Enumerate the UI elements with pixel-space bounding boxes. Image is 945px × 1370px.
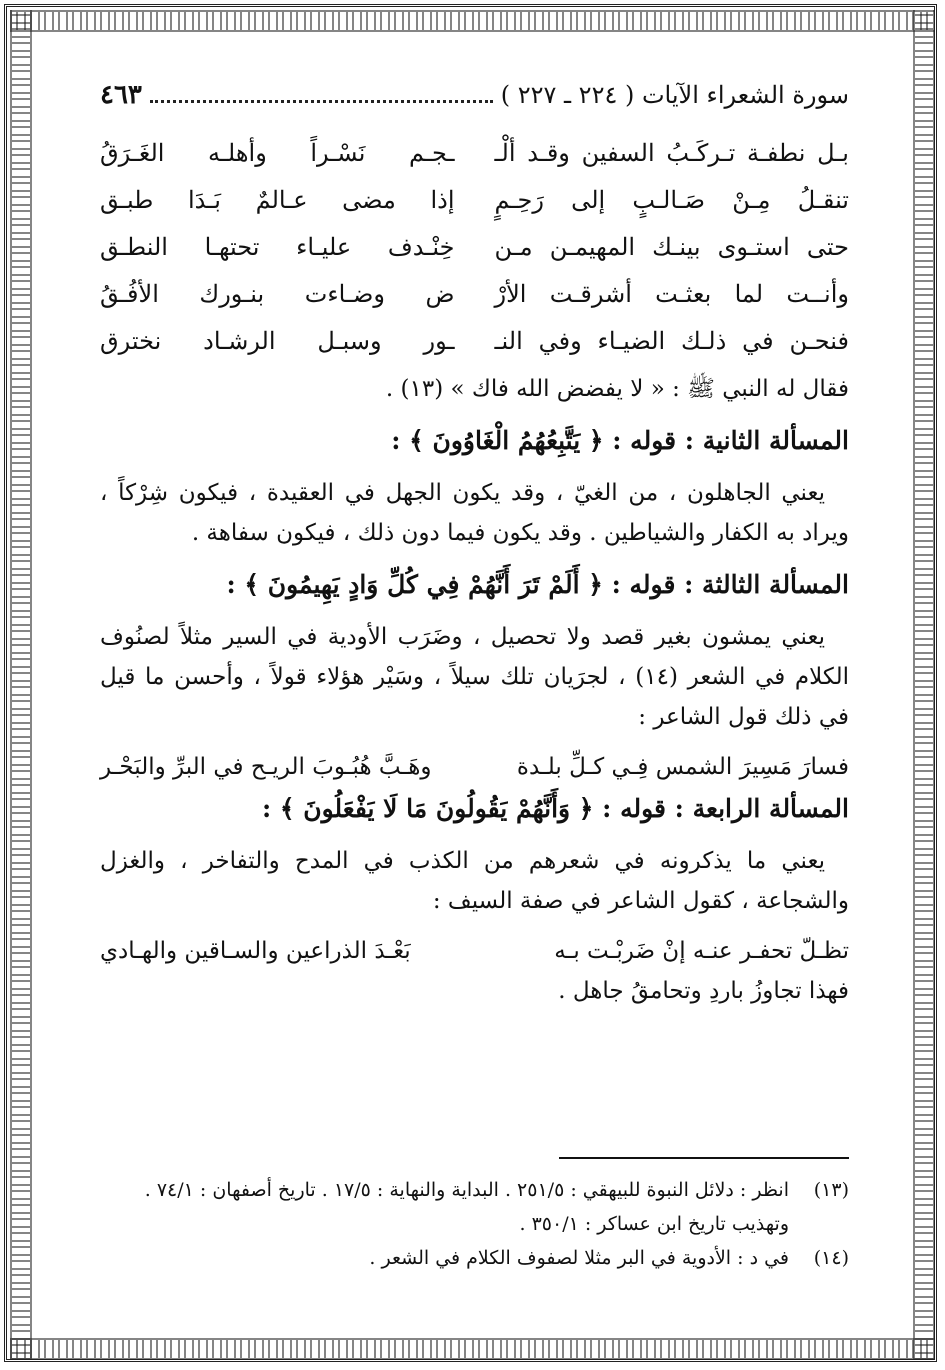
header-leader-dots [150, 100, 493, 103]
border-ornament-bottom [10, 1338, 935, 1360]
section-body: يعني يمشون بغير قصد ولا تحصيل ، وضَرَب الأودية في السير مثلاً لصنُوف الكلام في الشعر (١٤) ، لجرَيان تلك سيلاً ، وسَيْر هؤلاء قولاً ، وأحسن ما قيل في ذلك قول الشاعر : [100, 624, 849, 730]
poem [100, 130, 849, 365]
section-heading: المسألة الثالثة : قوله : ﴿ أَلَمْ تَرَ أَنَّهُمْ فِي كُلِّ وَادٍ يَهِيمُونَ ﴾ : [226, 570, 849, 599]
header-title: سورة الشعراء الآيات ( ٢٢٤ ـ ٢٢٧ ) [500, 81, 849, 109]
poem-hemistich-first: حتى استـوى بينـك المهيمـن مـن [494, 233, 849, 261]
section-body: يعني الجاهلون ، من الغيّ ، وقد يكون الجهل في العقيدة ، فيكون شِرْكاً ، ويراد به الكفار والشياطين . وقد يكون فيما دون ذلك ، فيكون سفاهة . [100, 480, 849, 546]
section-body: يعني ما يذكرونه في شعرهم من الكذب في المدح والتفاخر ، والغزل والشجاعة ، كقول الشاعر في صفة السيف : [100, 848, 849, 914]
poem-hemistich-second: ـجـم نَسْـراً وأهلـه الغَـرَقُ [100, 139, 455, 167]
verse-hemistich-first: تظـلّ تحفـر عنـه إنْ ضَربْـت بـه [554, 938, 849, 964]
verse-line [100, 931, 849, 971]
poem-hemistich-first: فنحـن في ذلـك الضيـاء وفي النـ [494, 327, 849, 355]
section-heading: المسألة الرابعة : قوله : ﴿ وَأَنَّهُمْ يَقُولُونَ مَا لَا يَفْعَلُونَ ﴾ : [261, 794, 849, 823]
section-2 [100, 419, 849, 553]
poem-conclusion: فقال له النبي ﷺ : « لا يفضض الله فاك » (١٣) . [385, 376, 849, 402]
border-ornament-left [10, 10, 32, 1360]
footnote [100, 1173, 849, 1241]
poem-hemistich-first: تنقـلُ مِـنْ صَـالـبٍ إلى رَحِـمٍ [494, 186, 849, 214]
poem-hemistich-second: ـور وسبـل الرشـاد نخترق [100, 327, 455, 355]
poem-hemistich-second: خِنْـدف عليـاء تحتهـا النطـق [100, 233, 455, 261]
footnotes [100, 1173, 849, 1275]
section-3 [100, 563, 849, 737]
verse-hemistich-first: فسارَ مَسِيرَ الشمس فِـي كـلِّ بلـدة [516, 754, 849, 780]
footnote-number: (١٤) [813, 1247, 849, 1269]
verse-line [100, 747, 849, 787]
border-ornament-top [10, 10, 935, 32]
page-number: ٤٦٣ [100, 80, 142, 110]
running-header [100, 80, 849, 120]
poem-hemistich-second: إذا مضى عـالمٌ بَـدَا طبـق [100, 186, 455, 214]
poem-hemistich-second: ض وضـاءت بنـورك الأفُـقُ [100, 280, 455, 308]
footnote [100, 1241, 849, 1275]
footnote-number: (١٣) [813, 1179, 849, 1201]
page-content [100, 80, 849, 1310]
footnote-text: انظر : دلائل النبوة للبيهقي : ٢٥١/٥ . البداية والنهاية : ١٧/٥ . تاريخ أصفهان : ٧٤/١ . وتهذيب تاريخ ابن عساكر : ٣٥٠/١ . [144, 1179, 789, 1235]
footnote-separator [559, 1157, 849, 1159]
closing-sentence: فهذا تجاوزُ باردِ وتحامقُ جاهل . [558, 978, 849, 1004]
verse-hemistich-second: بَعْـدَ الذراعين والسـاقين والهـادي [100, 938, 411, 964]
section-4 [100, 787, 849, 921]
section-heading: المسألة الثانية : قوله : ﴿ يَتَّبِعُهُمُ الْغَاوُونَ ﴾ : [391, 426, 849, 455]
poem-hemistich-first: بـل نطفـة تـركَـبُ السفين وقـد ألْـ [494, 139, 849, 167]
footnote-text: في د : الأدوية في البر مثلا لصفوف الكلام في الشعر . [369, 1247, 789, 1269]
poem-hemistich-first: وأنــت لما بعثـت أشرقـت الأرْ [494, 280, 849, 308]
verse-hemistich-second: وهَـبَّ هُبُـوبَ الريـح في البرِّ والبَحْـر [100, 754, 432, 780]
border-ornament-right [913, 10, 935, 1360]
